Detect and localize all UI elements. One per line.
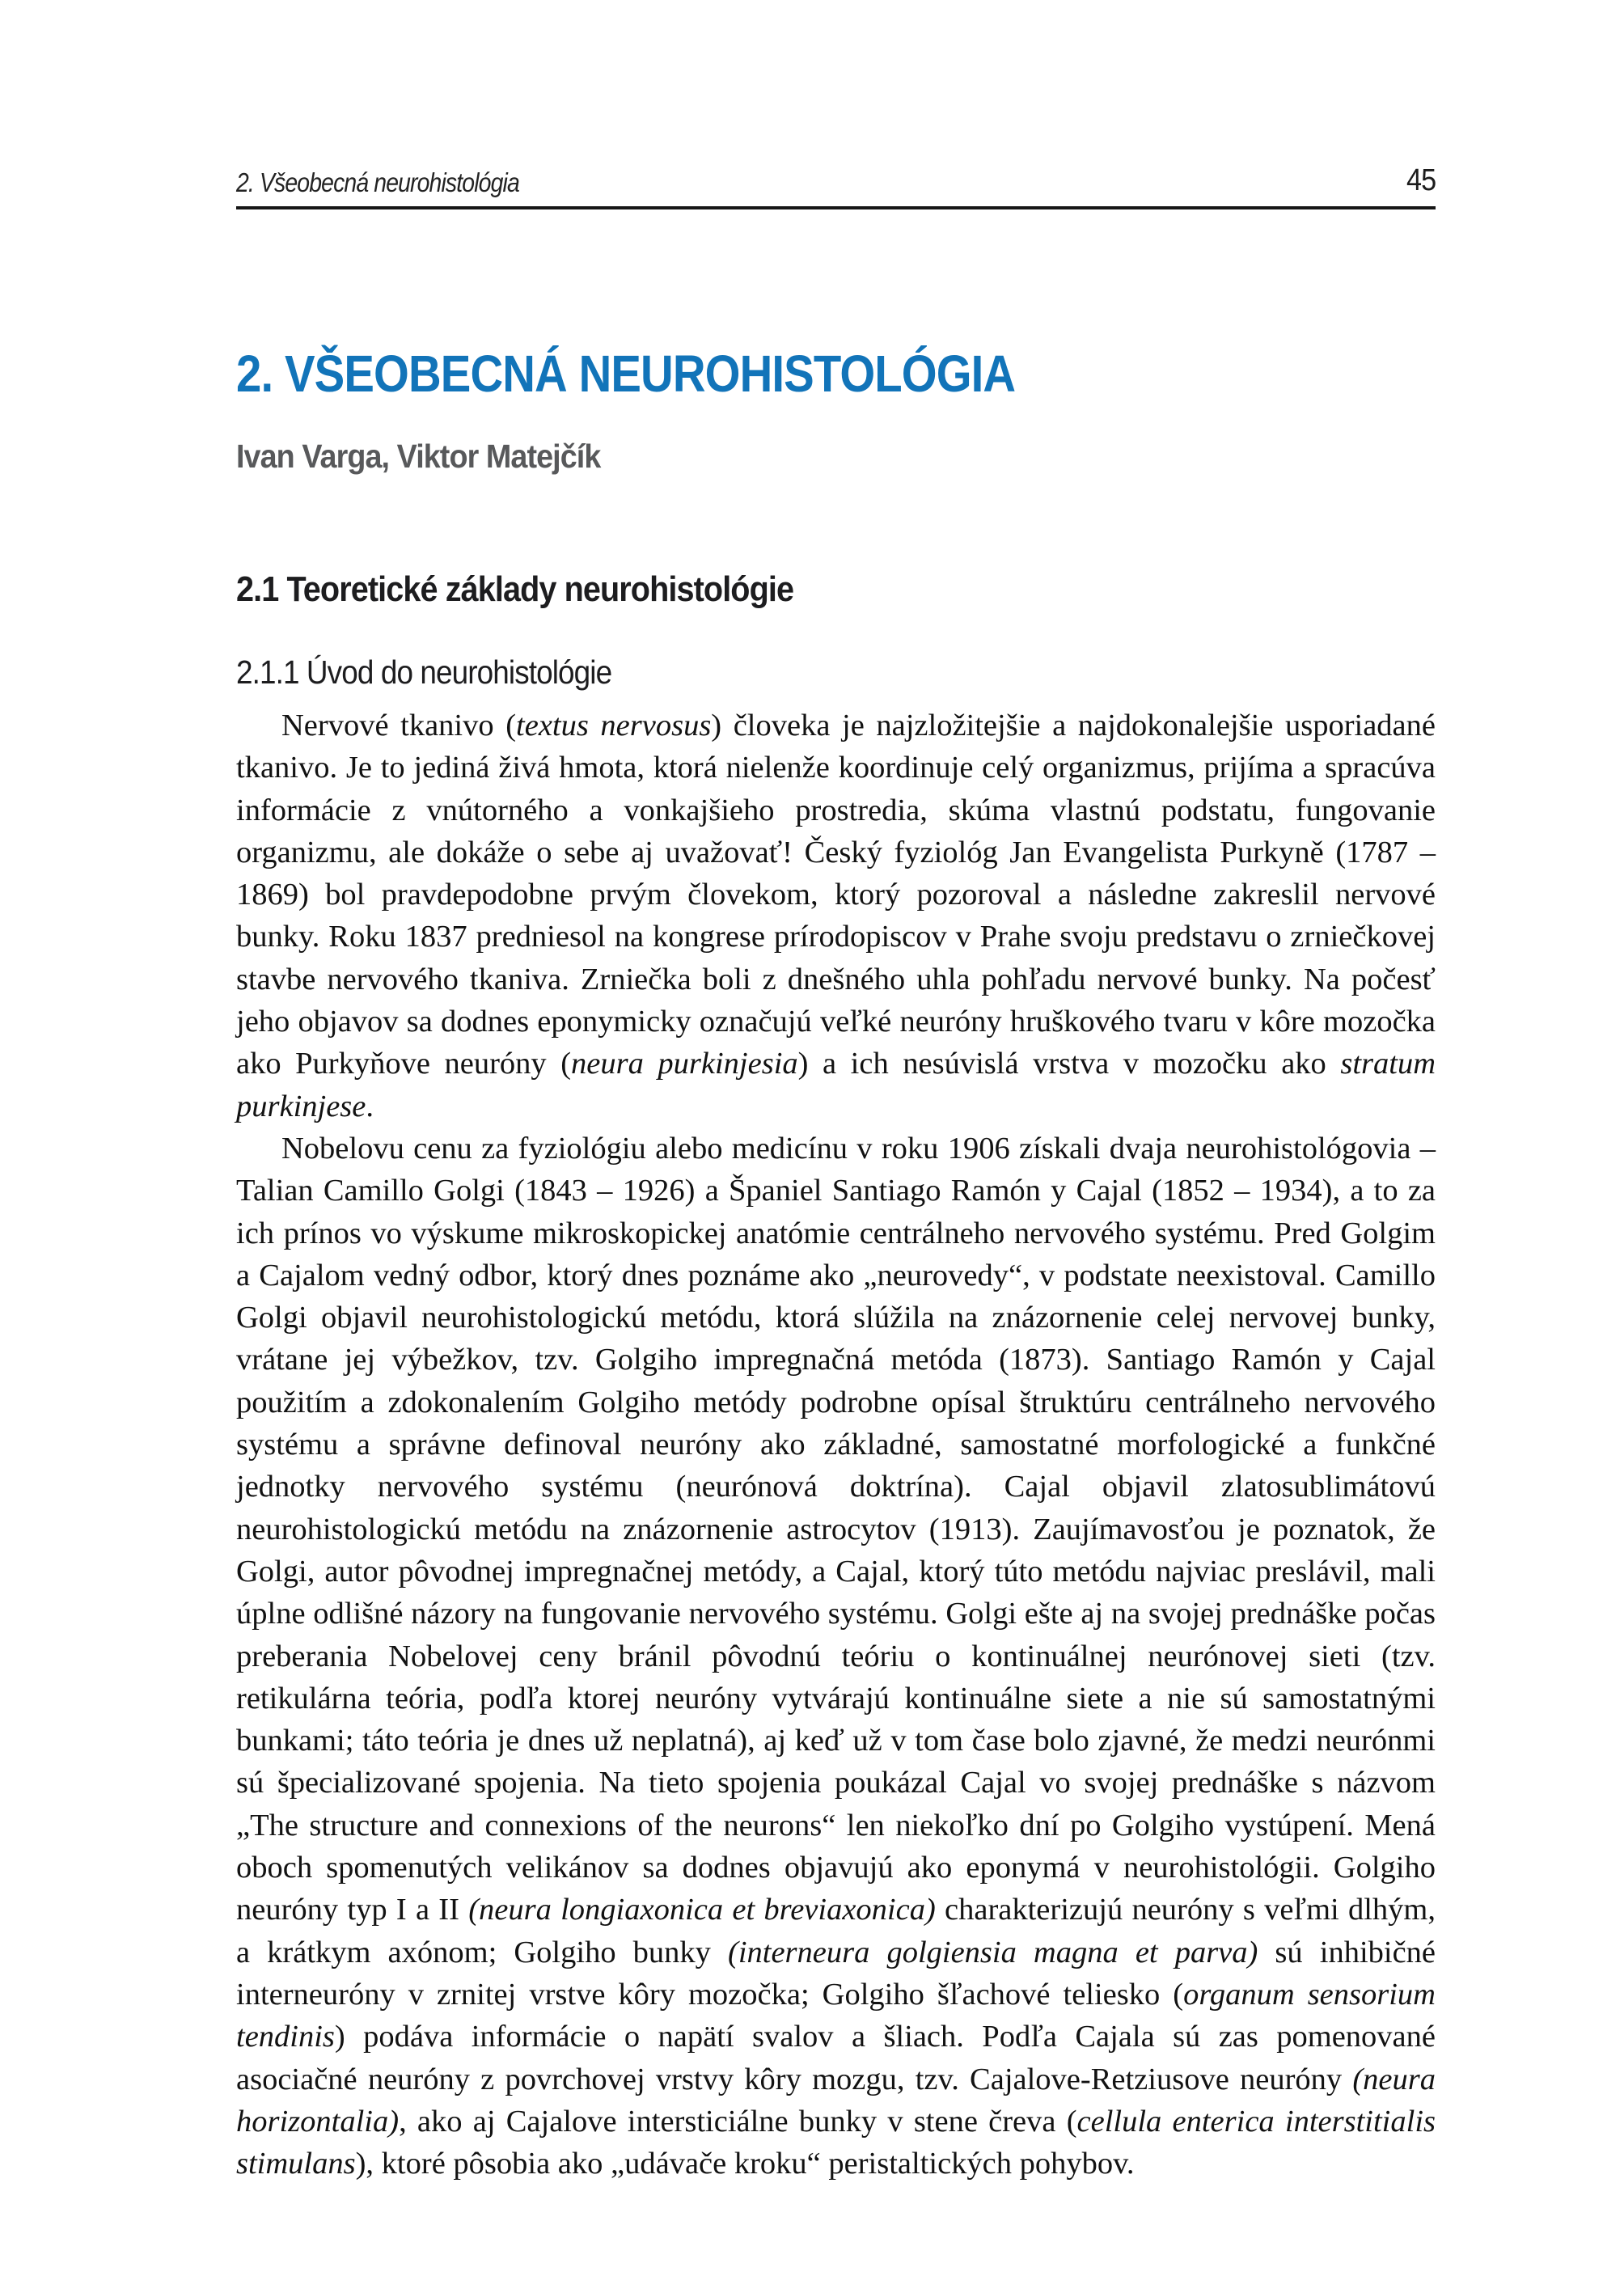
text-run: ), ktoré pôsobia ako „udávače kroku“ peristaltických pohybov. <box>355 2147 1135 2181</box>
text-run: ) a ich nesúvislá vrstva v mozočku ako <box>797 1047 1341 1081</box>
italic-text-run: neura purkinjesia <box>571 1047 798 1081</box>
italic-text-run: (neura horizontalia) <box>236 2062 1436 2139</box>
italic-text-run: stratum purkinjese <box>236 1047 1436 1123</box>
italic-text-run: (neura longiaxonica et breviaxonica) <box>468 1893 936 1927</box>
chapter-title: 2. VŠEOBECNÁ NEUROHISTOLÓGIA <box>236 345 1016 403</box>
section-title: 2.1 Teoretické základy neurohistológie <box>236 569 794 609</box>
subsection-title: 2.1.1 Úvod do neurohistológie <box>236 654 612 691</box>
chapter-authors: Ivan Varga, Viktor Matejčík <box>236 438 601 475</box>
header-rule <box>236 206 1436 209</box>
text-run: Nobelovu cenu za fyziológiu alebo medicínu v roku 1906 získali dvaja neurohistológovia – Talian Camillo Golgi (1843 – 1926) a Španiel Santiago Ramón y Cajal (1852 – 1934), a to za ich prínos vo výskume mikroskopickej anatómie centrálneho nervového systému. Pred Golgim a Cajalom vedný odbor, ktorý dnes poznáme ako „neurovedy“, v podstate neexistoval. Camillo Golgi objavil neurohistologickú metódu, ktorá slúžila na znázornenie celej nervovej bunky, vrátane jej výbežkov, tzv. Golgiho impregnačná metóda (1873). Santiago Ramón y Cajal použitím a zdokonalením Golgiho metódy podrobne opísal štruktúru centrálneho nervového systému a správne definoval neuróny ako základné, samostatné morfologické a funkčné jednotky nervového systému (neurónová doktrína). Cajal objavil zlatosublimátovú neurohistologickú metódu na znázornenie astrocytov (1913). Zaujímavosťou je poznatok, že Golgi, autor pôvodnej impregnačnej metódy, a Cajal, ktorý túto metódu najviac preslávil, mali úplne odlišné názory na fungovanie nervového systému. Golgi ešte aj na svojej prednáške počas preberania Nobelovej ceny bránil pôvodnú teóriu o kontinuálnej neurónovej sieti (tzv. retikulárna teória, podľa ktorej neuróny vytvárajú kontinuálne siete a nie sú samostatnými bunkami; táto teória je dnes už neplatná), aj keď už v tom čase bolo zjavné, že medzi neurónmi sú špecializované spojenia. Na tieto spojenia poukázal Cajal vo svojej prednáške s názvom „The structure and connexions of the neurons“ len niekoľko dní po Golgiho vystúpení. Mená oboch spomenutých velikánov sa dodnes objavujú ako eponymá v neurohistológii. Golgiho neuróny typ I a II <box>236 1131 1436 1927</box>
text-run: charakterizujú neuróny s veľmi dlhým, a krátkym axónom; Golgiho bunky <box>236 1893 1436 1969</box>
paragraph <box>236 1127 1436 2185</box>
italic-text-run: organum sensorium tendinis <box>236 1977 1436 2054</box>
text-run: , ako aj Cajalove intersticiálne bunky v stene čreva ( <box>399 2104 1077 2139</box>
running-head <box>236 163 1436 198</box>
body-text <box>236 704 1436 2185</box>
text-run: ) podáva informácie o napätí svalov a šliach. Podľa Cajala sú zas pomenované asociačné neuróny z povrchovej vrstvy kôry mozgu, tzv. Cajalove-Retziusove neuróny <box>236 2020 1436 2096</box>
text-run: sú inhibičné interneuróny v zrnitej vrstve kôry mozočka; Golgiho šľachové teliesko ( <box>236 1935 1436 2012</box>
running-head-chapter-title: 2. Všeobecná neurohistológia <box>236 167 519 197</box>
page-content <box>236 0 1436 2185</box>
italic-text-run: cellula enterica interstitialis stimulans <box>236 2104 1436 2181</box>
text-run: ) človeka je najzložitejšie a najdokonalejšie usporiadané tkanivo. Je to jediná živá hmota, ktorá nielenže koordinuje celý organizmus, prijíma a spracúva informácie z vnútorného a vonkajšieho prostredia, skúma vlastnú podstatu, fungovanie organizmu, ale dokáže o sebe aj uvažovať! Český fyziológ Jan Evangelista Purkyně (1787 – 1869) bol pravdepodobne prvým človekom, ktorý pozoroval a následne zakreslil nervové bunky. Roku 1837 predniesol na kongrese prírodopiscov v Prahe svoju predstavu o zrniečkovej stavbe nervového tkaniva. Zrniečka boli z dnešného uhla pohľadu nervové bunky. Na počesť jeho objavov sa dodnes eponymicky označujú veľké neuróny hruškového tvaru v kôre mozočka ako Purkyňove neuróny ( <box>236 709 1436 1081</box>
text-run: Nervové tkanivo ( <box>281 709 517 742</box>
paragraph <box>236 704 1436 1127</box>
page-number: 45 <box>1406 163 1436 197</box>
italic-text-run: (interneura golgiensia magna et parva) <box>728 1935 1258 1969</box>
italic-text-run: textus nervosus <box>516 709 712 742</box>
text-run: . <box>366 1089 374 1123</box>
